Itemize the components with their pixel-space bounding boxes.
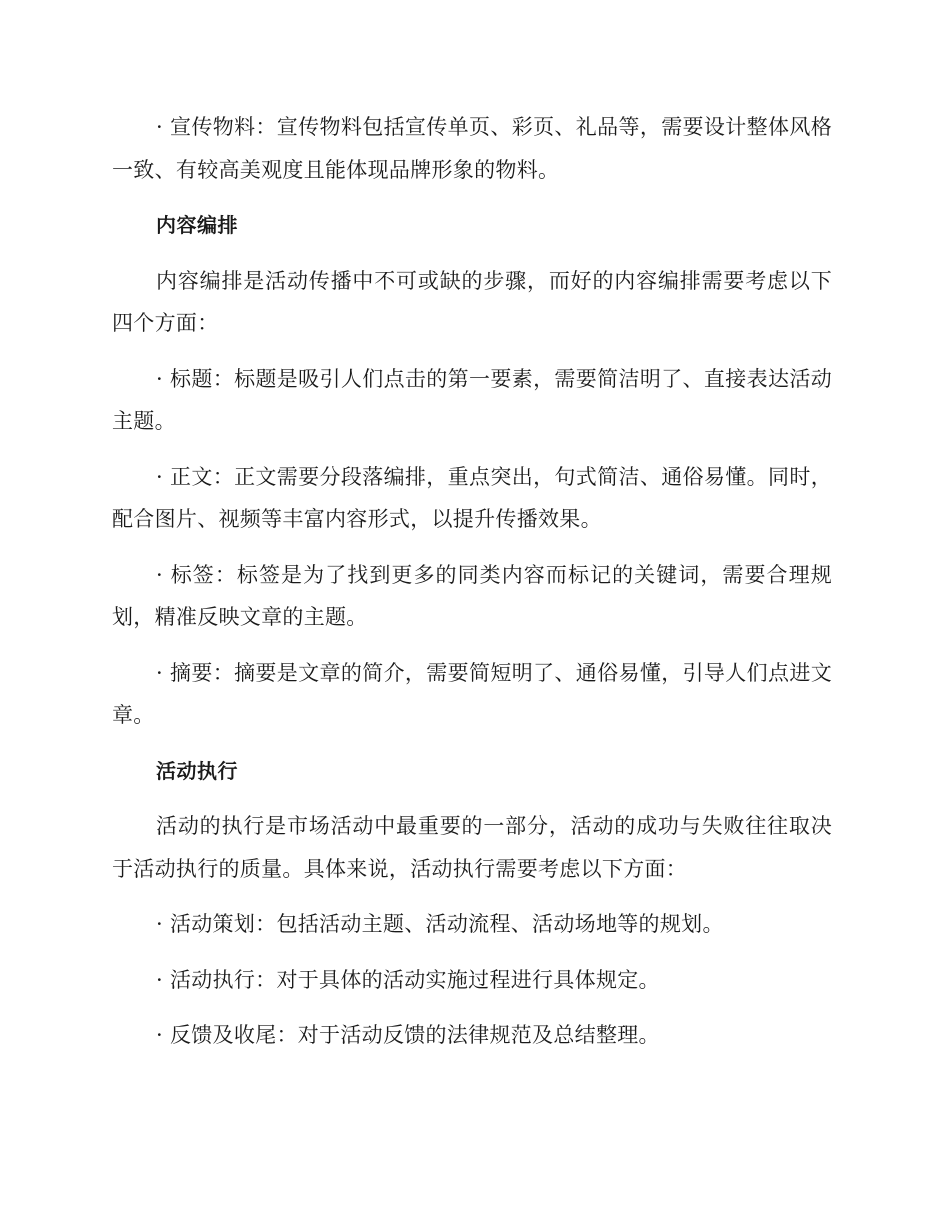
document-body [112,106,832,1070]
bullet-paragraph-summary: · 摘要：摘要是文章的简介，需要简短明了、通俗易懂，引导人们点进文章。 [112,660,832,727]
bullet-paragraph-event-implementation: · 活动执行：对于具体的活动实施过程进行具体规定。 [156,967,660,992]
body-paragraph-event-execution: 活动的执行是市场活动中最重要的一部分，活动的成功与失败往往取决于活动执行的质量。具体来说，活动执行需要考虑以下方面： [112,814,832,881]
bullet-paragraph-body-text: · 正文：正文需要分段落编排，重点突出，句式简洁、通俗易懂。同时，配合图片、视频等丰富内容形式，以提升传播效果。 [112,464,832,531]
section-heading-content-layout: 内容编排 [156,213,238,237]
bullet-paragraph-feedback-wrapup: · 反馈及收尾：对于活动反馈的法律规范及总结整理。 [156,1023,660,1047]
bullet-paragraph-promo-materials: · 宣传物料：宣传物料包括宣传单页、彩页、礼品等，需要设计整体风格一致、有较高美观度且能体现品牌形象的物料。 [112,115,832,182]
bullet-paragraph-title: · 标题：标题是吸引人们点击的第一要素，需要简洁明了、直接表达活动主题。 [112,366,832,433]
section-heading-event-execution: 活动执行 [156,758,238,783]
bullet-paragraph-tags: · 标签：标签是为了找到更多的同类内容而标记的关键词，需要合理规划，精准反映文章的主题。 [112,562,832,629]
bullet-paragraph-event-planning: · 活动策划：包括活动主题、活动流程、活动场地等的规划。 [156,912,724,936]
body-paragraph-content-layout: 内容编排是活动传播中不可或缺的步骤，而好的内容编排需要考虑以下四个方面： [112,268,832,335]
